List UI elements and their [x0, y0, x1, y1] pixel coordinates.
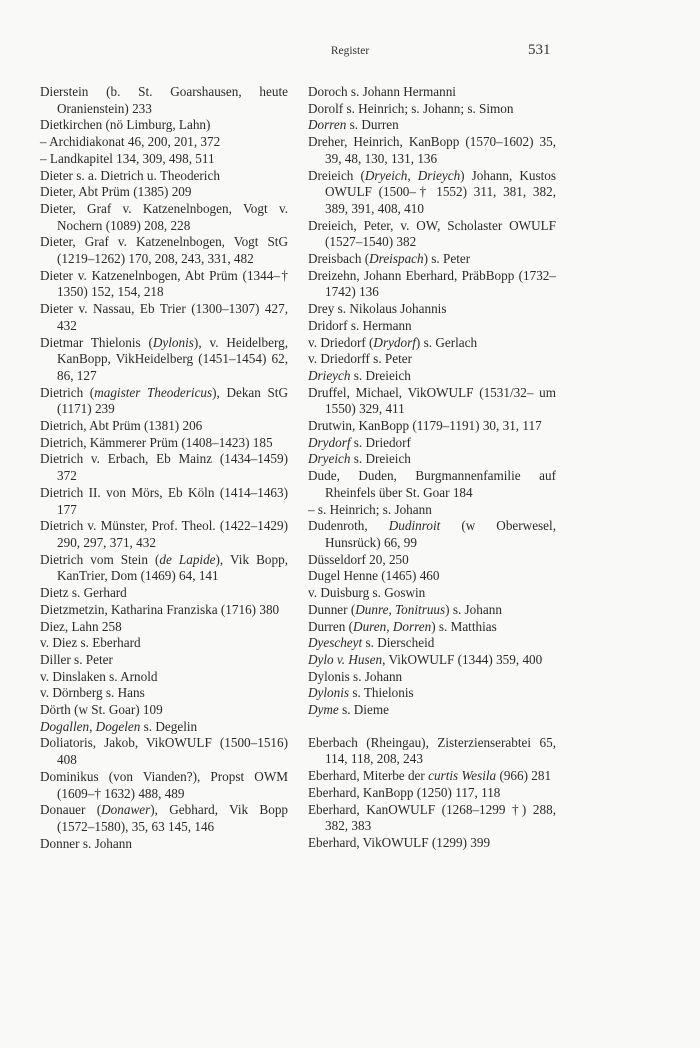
index-entry: Dominikus (von Vianden?), Propst OWM (1609–† 1632) 488, 489	[40, 768, 288, 801]
index-entry: Eberhard, Miterbe der curtis Wesila (966) 281	[308, 768, 552, 784]
index-entry: Dudenroth, Dudinroit (w Oberwesel, Hunsrück) 66, 99	[308, 518, 556, 550]
index-entry: Dugel Henne (1465) 460	[308, 568, 440, 584]
index-entry: Dörth (w St. Goar) 109	[40, 702, 163, 718]
index-entry: Eberhard, VikOWULF (1299) 399	[308, 834, 491, 850]
index-entry: Dyescheyt s. Dierscheid	[308, 635, 435, 651]
index-entry: – s. Heinrich; s. Johann	[308, 501, 432, 517]
index-entry: Diller s. Peter	[40, 651, 113, 667]
index-entry: Dietzmetzin, Katharina Franziska (1716) 380	[40, 601, 280, 617]
index-entry: Drydorf s. Driedorf	[308, 434, 411, 450]
index-entry: Dude, Duden, Burgmannenfamilie auf Rheinfels über St. Goar 184	[308, 468, 556, 500]
index-entry: Dreizehn, Johann Eberhard, PräbBopp (1732–1742) 136	[308, 267, 556, 300]
index-entry: Dreieich (Dryeich, Drieych) Johann, Kustos OWULF (1500–† 1552) 311, 381, 382, 389, 391, 408, 410	[308, 167, 556, 216]
index-entry: Dyme s. Dieme	[308, 702, 389, 718]
index-entry: Doliatoris, Jakob, VikOWULF (1500–1516) 408	[40, 735, 288, 768]
index-entry: Dietrich v. Erbach, Eb Mainz (1434–1459) 372	[40, 451, 288, 484]
index-entry: Dridorf s. Hermann	[308, 317, 412, 333]
index-entry: Drutwin, KanBopp (1179–1191) 30, 31, 117	[308, 418, 542, 434]
index-entry: Durren (Duren, Dorren) s. Matthias	[308, 618, 497, 634]
index-entry: v. Dörnberg s. Hans	[40, 685, 145, 701]
index-entry: Düsseldorf 20, 250	[308, 551, 409, 567]
index-entry: Dorolf s. Heinrich; s. Johann; s. Simon	[308, 100, 514, 116]
index-entry: Doroch s. Johann Hermanni	[308, 84, 456, 99]
running-header: Register	[330, 45, 370, 57]
index-entry: – Landkapitel 134, 309, 498, 511	[40, 150, 215, 166]
index-entry: Dietrich II. von Mörs, Eb Köln (1414–1463) 177	[40, 484, 288, 517]
index-entry: Dietz s. Gerhard	[40, 585, 127, 601]
index-entry: v. Duisburg s. Goswin	[308, 585, 426, 601]
index-entry: Dierstein (b. St. Goarshausen, heute Oranienstein) 233	[40, 84, 288, 116]
index-entry: Dieter v. Katzenelnbogen, Abt Prüm (1344–† 1350) 152, 154, 218	[40, 267, 288, 300]
index-entry: Dryeich s. Dreieich	[308, 451, 411, 467]
index-entry: v. Dinslaken s. Arnold	[40, 668, 158, 684]
index-entry: Dunner (Dunre, Tonitruus) s. Johann	[308, 601, 502, 617]
index-entry: Dietrich, Kämmerer Prüm (1408–1423) 185	[40, 434, 273, 450]
index-entry: Dylonis s. Johann	[308, 668, 403, 684]
index-entry: Dylonis s. Thielonis	[308, 685, 414, 701]
index-entry: Dreieich, Peter, v. OW, Scholaster OWULF (1527–1540) 382	[308, 217, 556, 250]
index-entry: Dieter v. Nassau, Eb Trier (1300–1307) 427, 432	[40, 301, 288, 333]
index-entry: Dieter, Graf v. Katzenelnbogen, Vogt StG (1219–1262) 170, 208, 243, 331, 482	[40, 234, 288, 267]
index-entry: Eberhard, KanBopp (1250) 117, 118	[308, 784, 501, 800]
index-entry: Dietrich (magister Theodericus), Dekan StG (1171) 239	[40, 384, 288, 417]
index-entry: Dieter, Graf v. Katzenelnbogen, Vogt v. Nochern (1089) 208, 228	[40, 200, 288, 233]
index-entry: Dieter, Abt Prüm (1385) 209	[40, 184, 192, 200]
index-entry: v. Diez s. Eberhard	[40, 635, 141, 651]
index-entry: Dylo v. Husen, VikOWULF (1344) 359, 400	[308, 651, 543, 667]
index-entry: Dogallen, Dogelen s. Degelin	[40, 718, 198, 734]
index-entry: Dieter s. a. Dietrich u. Theoderich	[40, 167, 220, 183]
index-entry: v. Driedorff s. Peter	[308, 351, 413, 367]
index-entry: Donauer (Donawer), Gebhard, Vik Bopp (1572–1580), 35, 63 145, 146	[40, 802, 289, 834]
index-entry: Dietmar Thielonis (Dylonis), v. Heidelberg, KanBopp, VikHeidelberg (1451–1454) 62, 86, 127	[40, 334, 288, 383]
index-entry: Drieych s. Dreieich	[308, 367, 411, 383]
index-entry: Diez, Lahn 258	[40, 618, 122, 634]
index-entry: Dietrich vom Stein (de Lapide), Vik Bopp, KanTrier, Dom (1469) 64, 141	[40, 551, 288, 584]
index-entry: Druffel, Michael, VikOWULF (1531/32– um 1550) 329, 411	[308, 384, 556, 417]
index-entry: – Archidiakonat 46, 200, 201, 372	[40, 134, 221, 150]
index-entry: Dorren s. Durren	[308, 117, 399, 133]
index-entry: Dreisbach (Dreispach) s. Peter	[308, 251, 471, 267]
index-entry: Dietrich v. Münster, Prof. Theol. (1422–1429) 290, 297, 371, 432	[40, 518, 288, 550]
index-entry: Eberbach (Rheingau), Zisterzienserabtei 65, 114, 118, 208, 243	[308, 734, 556, 767]
index-column-left	[40, 84, 288, 852]
page-number: 531	[528, 42, 551, 58]
index-entry: Eberhard, KanOWULF (1268–1299 †) 288, 382, 383	[308, 801, 556, 834]
index-entry: Dietrich, Abt Prüm (1381) 206	[40, 418, 203, 434]
index-entry: Dreher, Heinrich, KanBopp (1570–1602) 35, 39, 48, 130, 131, 136	[308, 134, 556, 166]
index-entry: Dietkirchen (nö Limburg, Lahn)	[40, 117, 211, 133]
index-entry: v. Driedorf (Drydorf) s. Gerlach	[308, 334, 478, 350]
index-column-right	[308, 84, 556, 852]
index-entry: Drey s. Nikolaus Johannis	[308, 301, 447, 317]
index-entry: Donner s. Johann	[40, 835, 132, 851]
